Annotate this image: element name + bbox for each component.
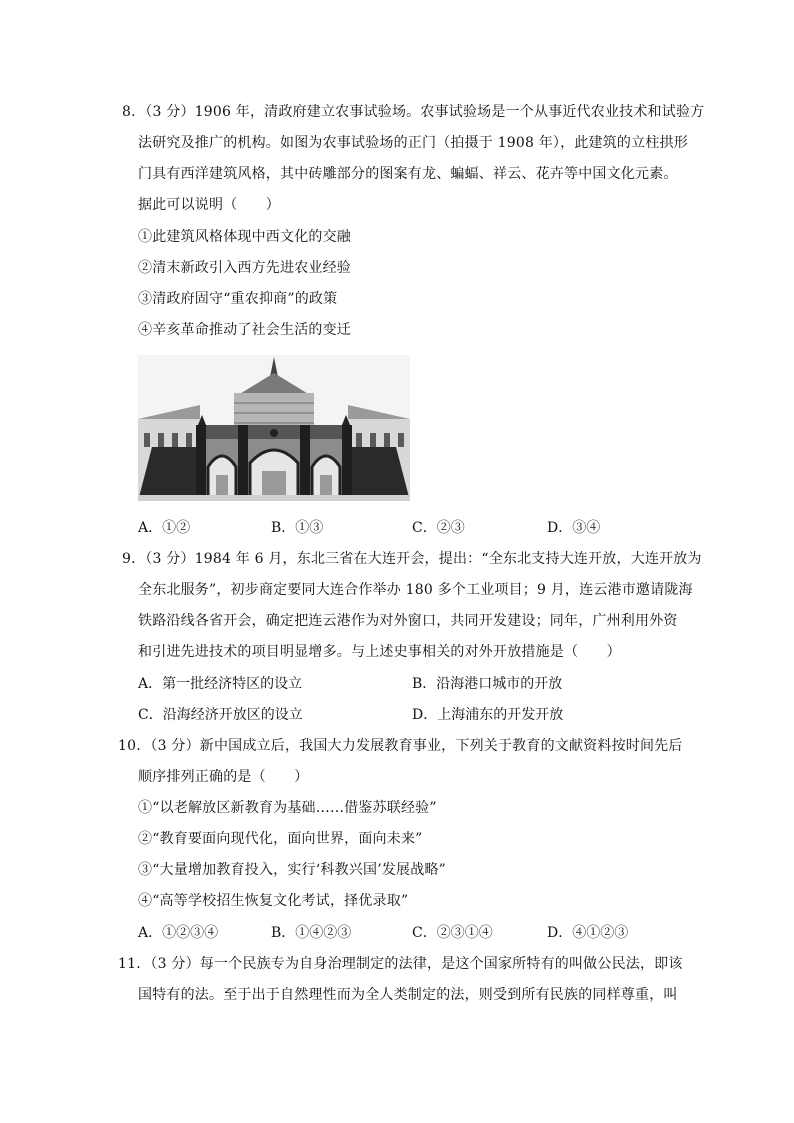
q10-statement-2: ②“教育要面向现代化，面向世界，面向未来” xyxy=(138,831,423,847)
q8-stem-line-3: 门具有西洋建筑风格，其中砖雕部分的图案有龙、蝙蝠、祥云、花卉等中国文化元素。 xyxy=(138,166,678,182)
q8-statement-3: ③清政府固守“重农抑商”的政策 xyxy=(138,291,338,307)
q9-option-d: D．上海浦东的开发开放 xyxy=(412,707,564,723)
q8-stem-line-4: 据此可以说明（ ） xyxy=(138,197,280,213)
q8-stem-line-2: 法研究及推广的机构。如图为农事试验场的正门（拍摄于 1908 年），此建筑的立柱拱形 xyxy=(138,135,688,151)
q8-option-d: D．③④ xyxy=(547,520,601,536)
q8-statement-1: ①此建筑风格体现中西文化的交融 xyxy=(138,229,351,245)
q9-stem-line-4: 和引进先进技术的项目明显增多。与上述史事相关的对外开放措施是（ ） xyxy=(138,644,621,660)
q9-option-b: B．沿海港口城市的开放 xyxy=(412,676,563,692)
q11-stem-line-1: 11．（3 分）每一个民族专为自身治理制定的法律，是这个国家所特有的叫做公民法，即该 xyxy=(118,956,683,972)
q8-option-b: B．①③ xyxy=(271,520,324,536)
q9-option-a: A．第一批经济特区的设立 xyxy=(138,676,303,692)
q10-statement-1: ①“以老解放区新教育为基础……借鉴苏联经验” xyxy=(138,800,437,816)
q8-stem-line-1: 8．（3 分）1906 年，清政府建立农事试验场。农事试验场是一个从事近代农业技术和试验方 xyxy=(122,104,705,120)
q10-option-d: D．④①②③ xyxy=(547,925,629,941)
q10-stem-line-2: 顺序排列正确的是（ ） xyxy=(138,769,309,785)
q9-stem-line-3: 铁路沿线各省开会，确定把连云港作为对外窗口，共同开发建设；同年，广州利用外资 xyxy=(138,613,678,629)
q10-statement-3: ③“大量增加教育投入，实行‘科教兴国’发展战略” xyxy=(138,862,447,878)
q9-stem-line-1: 9．（3 分）1984 年 6 月，东北三省在大连开会，提出：“全东北支持大连开放，大连开放为 xyxy=(122,551,702,567)
agricultural-station-gate-photo xyxy=(138,355,410,501)
q8-option-c: C．②③ xyxy=(412,520,465,536)
q10-statement-4: ④“高等学校招生恢复文化考试，择优录取” xyxy=(138,893,409,909)
q8-option-a: A．①② xyxy=(138,520,191,536)
q10-stem-line-1: 10．（3 分）新中国成立后，我国大力发展教育事业，下列关于教育的文献资料按时间先后 xyxy=(118,738,683,754)
q8-statement-2: ②清末新政引入西方先进农业经验 xyxy=(138,260,351,276)
q8-statement-4: ④辛亥革命推动了社会生活的变迁 xyxy=(138,322,351,338)
q10-option-b: B．①④②③ xyxy=(271,925,352,941)
q10-option-c: C．②③①④ xyxy=(412,925,493,941)
q10-option-a: A．①②③④ xyxy=(138,925,219,941)
q11-stem-line-2: 国特有的法。至于出于自然理性而为全人类制定的法，则受到所有民族的同样尊重，叫 xyxy=(138,987,678,1003)
q9-stem-line-2: 全东北服务”，初步商定要同大连合作举办 180 多个工业项目；9 月，连云港市邀请陇海 xyxy=(138,582,693,598)
q9-option-c: C．沿海经济开放区的设立 xyxy=(138,707,303,723)
